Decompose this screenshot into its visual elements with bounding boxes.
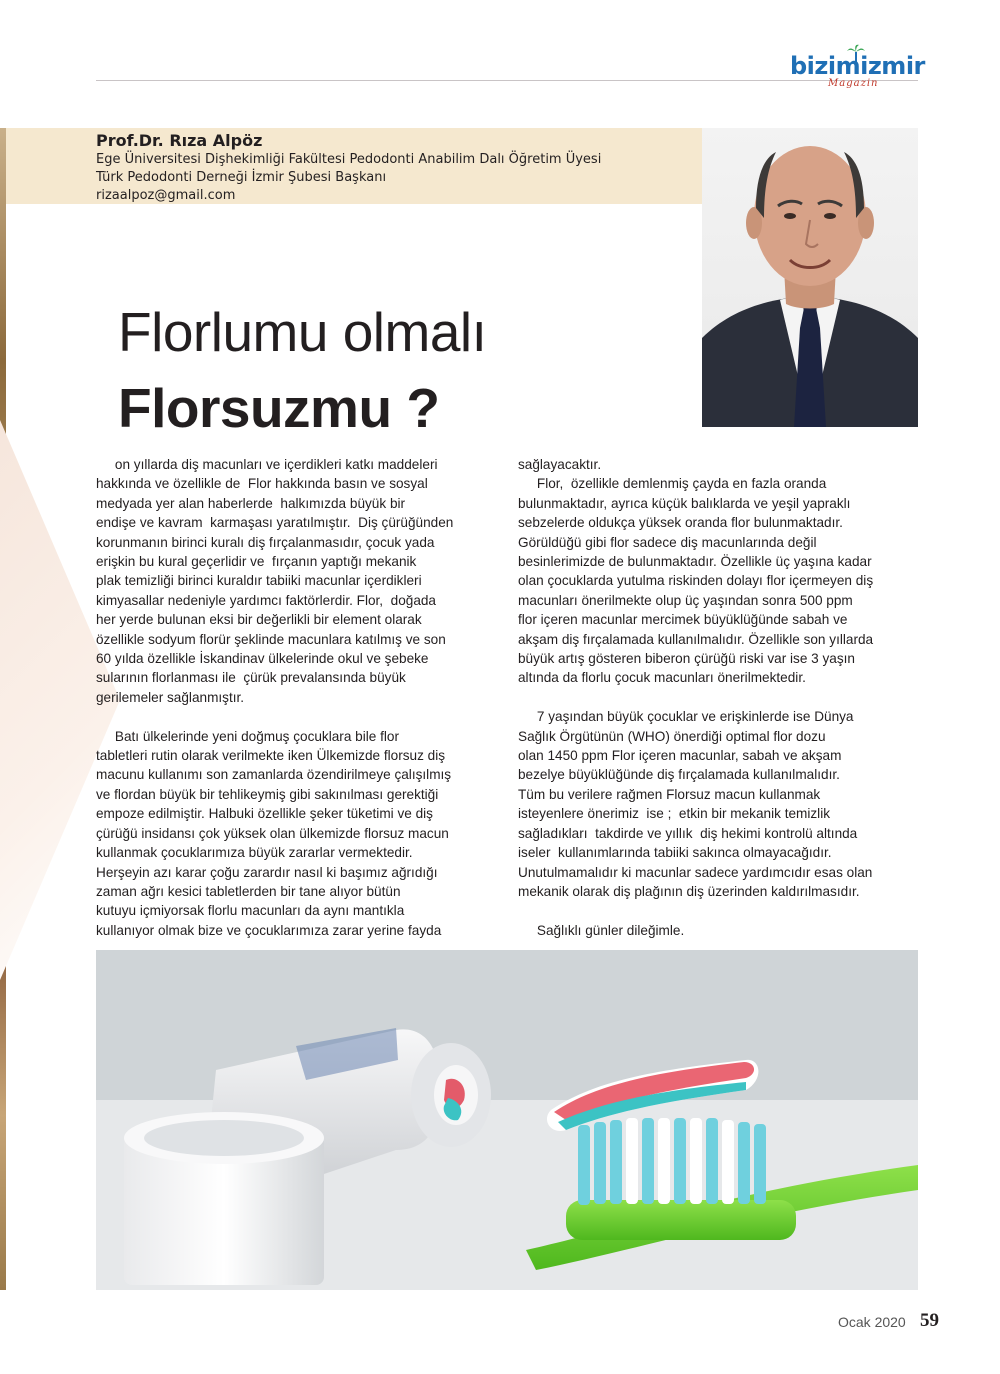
article-text-line: Unutulmamalıdır ki macunlar sadece yardımcıdır esas olan	[518, 864, 873, 880]
article-text-line: medyada yer alan haberlerde halkımızda büyük bir	[96, 495, 406, 511]
article-text-line: özellikle sodyum florür şeklinde macunlara katılmış ve son	[96, 631, 446, 647]
article-text-line: kullanmak çocuklarımıza büyük zararlar vermektedir.	[96, 845, 413, 861]
author-title: Türk Pedodonti Derneği İzmir Şubesi Başkanı	[96, 170, 387, 185]
article-text-line: her yerde bulunan eksi bir değerlikli bir element olarak	[96, 612, 422, 628]
article-text-line: Batı ülkelerinde yeni doğmuş çocuklara bile flor	[96, 728, 399, 744]
paragraph-gap	[518, 901, 920, 920]
article-text-line: endişe ve kavram karmaşası yaratılmıştır. Diş çürüğünden	[96, 515, 454, 531]
article-text-line: Flor, özellikle demlenmiş çayda en fazla oranda	[518, 476, 827, 492]
logo-tagline: Magazin	[828, 78, 879, 89]
article-text-line: mekanik olarak diş plağının diş üzerinden kaldırılmasıdır.	[518, 883, 860, 899]
article-text-line: 7 yaşından büyük çocuklar ve erişkinlerde ise Dünya	[518, 709, 854, 725]
article-text-line: 60 yılda özellikle İskandinav ülkelerinde okul ve şebeke	[96, 651, 429, 667]
article-text-line: besinlerimizde de bulunmaktadır. Özellikle üç yaşına kadar	[518, 554, 872, 570]
article-text-line: kimyasallar nedeniyle yardımcı faktörlerdir. Flor, doğada	[96, 592, 436, 608]
article-text-line: gerilemeler sağlanmıştır.	[96, 689, 245, 705]
article-text-line: Görüldüğü gibi flor sadece diş macunlarında değil	[518, 534, 817, 550]
article-text-line: iseler kullanımlarında tabiiki sakınca olmayacağıdır.	[518, 845, 832, 861]
article-title-line1: Florlumu olmalı	[118, 301, 487, 363]
article-text-line: olan 1450 ppm Flor içeren macunlar, sabah ve akşam	[518, 748, 842, 764]
article-text-line: macunu kullanımı son zamanlarda özendirilmeye çalışılmış	[96, 767, 452, 783]
article-text-line: flor içeren macunlar mercimek büyüklüğünde sabah ve	[518, 612, 848, 628]
article-text-line: korunmanın birinci kuralı diş fırçalanmasıdır, çocuk yada	[96, 534, 435, 550]
article-text-line: macunları önerilmekte olup üç yaşından sonra 500 ppm	[518, 592, 853, 608]
article-text-line: çürüğü insidansı çok yüksek olan ülkemizde florsuz macun	[96, 825, 449, 841]
article-text-line: Sağlık Örgütünün (WHO) önerdiği optimal flor dozu	[518, 728, 826, 744]
article-text-line: plak temizliği birinci kuraldır tabiiki macunlar içerdikleri	[96, 573, 422, 589]
author-email[interactable]: rizaalpoz@gmail.com	[96, 188, 236, 203]
magazine-logo	[790, 44, 930, 94]
article-text-line: sularının florlanması ile çürük prevalansında büyük	[96, 670, 406, 686]
palm-tree-icon	[847, 44, 865, 66]
article-title-line2: Florsuzmu ?	[118, 377, 440, 439]
article-text-line: altında da florlu çocuk macunları önerilmektedir.	[518, 670, 806, 686]
paragraph-gap	[518, 688, 920, 707]
toothpaste-photo	[96, 950, 918, 1290]
article-text-line: on yıllarda diş macunları ve içerdikleri katkı maddeleri	[96, 457, 438, 472]
article-text-line: bulunmaktadır, ayrıca küçük balıklarda ve yeşil yapraklı	[518, 495, 851, 511]
page-number: 59	[920, 1310, 939, 1331]
article-text-line: Sağlıklı günler dileğimle.	[518, 922, 685, 938]
logo-wordmark: bizimizmir	[790, 52, 925, 80]
article-text-line: olan çocuklarda yutulma riskinden dolayı flor içermeyen diş	[518, 573, 874, 589]
article-text-line: bezelye büyüklüğünde diş fırçalamada kullanılmalıdır.	[518, 767, 840, 783]
author-portrait	[702, 128, 918, 427]
article-text-line: zaman ağrı kesici tabletlerden bir tane alıyor bütün	[96, 883, 401, 899]
article-text-line: hakkında ve özellikle de Flor hakkında basın ve sosyal	[96, 476, 428, 492]
article-column-right	[518, 455, 920, 940]
article-text-line: empoze edilmiştir. Halbuki özellikle şeker tüketimi ve diş	[96, 806, 433, 822]
article-text-line: sebzelerde oldukça yüksek oranda flor bulunmaktadır.	[518, 515, 843, 531]
author-name: Prof.Dr. Rıza Alpöz	[96, 131, 263, 150]
article-text-line: isteyenlere önerimiz ise ; etkin bir mekanik temizlik	[518, 806, 831, 822]
article-text-line: sağlayacaktır.	[518, 457, 602, 472]
article-text-line: büyük artış gösteren biberon çürüğü riski var ise 3 yaşın	[518, 651, 855, 667]
paragraph-gap	[96, 707, 496, 726]
article-text-line: tabletleri rutin olarak verilmekte iken Ülkemizde florsuz diş	[96, 748, 446, 764]
author-affiliation: Ege Üniversitesi Dişhekimliği Fakültesi Pedodonti Anabilim Dalı Öğretim Üyesi	[96, 152, 602, 167]
article-text-line: kullanıyor olmak bize ve çocuklarımıza zarar yerine fayda	[96, 922, 442, 938]
article-text-line: kutuyu içmiyorsak florlu macunları da aynı mantıkla	[96, 903, 405, 919]
article-column-left	[96, 455, 496, 940]
article-text-line: ve flordan büyük bir tehlikeymiş gibi sakınılması gerektiği	[96, 786, 439, 802]
article-text-line: sağladıkları takdirde ve yıllık diş hekimi kontrolü altında	[518, 825, 858, 841]
article-text-line: Tüm bu verilere rağmen Florsuz macun kullanmak	[518, 786, 821, 802]
issue-date: Ocak 2020	[838, 1314, 906, 1330]
article-text-line: erişkin bu kural geçerlidir ve fırçanın yaptığı mekanik	[96, 554, 417, 570]
article-text-line: akşam diş fırçalamada kullanılmalıdır. Özellikle son yıllarda	[518, 631, 874, 647]
article-text-line: Herşeyin azı karar çoğu zarardır nasıl ki başımız ağrıdığı	[96, 864, 438, 880]
